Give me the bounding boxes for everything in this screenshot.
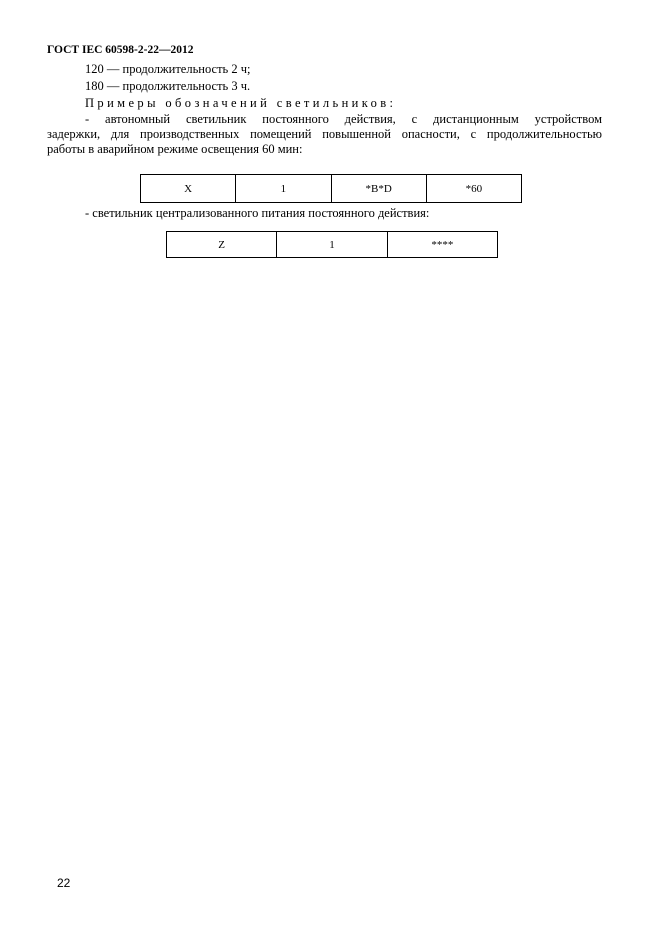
duration-120-line: 120 — продолжительность 2 ч;: [85, 62, 251, 76]
table-cell: 1: [277, 232, 387, 258]
table-cell: *60: [426, 175, 521, 203]
table-cell: 1: [236, 175, 331, 203]
example2-line: - светильник централизованного питания постоянного действия:: [85, 206, 430, 220]
example1-line-1: - автономный светильник постоянного действия, с дистанционным устройством: [85, 112, 602, 126]
table-cell: ****: [387, 232, 497, 258]
examples-heading: Примеры обозначений светильников:: [85, 96, 397, 110]
table-cell: *B*D: [331, 175, 426, 203]
table-row: [167, 232, 498, 258]
designation-table-2: [166, 231, 498, 258]
example1-line-3: работы в аварийном режиме освещения 60 мин:: [47, 142, 303, 156]
table-cell: Z: [167, 232, 277, 258]
example1-line-2: задержки, для производственных помещений повышенной опасности, с продолжительностью: [47, 127, 602, 141]
designation-table-1: [140, 174, 522, 203]
table-row: [141, 175, 522, 203]
table-cell: X: [141, 175, 236, 203]
page-number: 22: [57, 876, 71, 890]
duration-180-line: 180 — продолжительность 3 ч.: [85, 79, 251, 93]
document-header: ГОСТ IEC 60598-2-22—2012: [47, 44, 194, 56]
example1-paragraph: [47, 112, 602, 157]
